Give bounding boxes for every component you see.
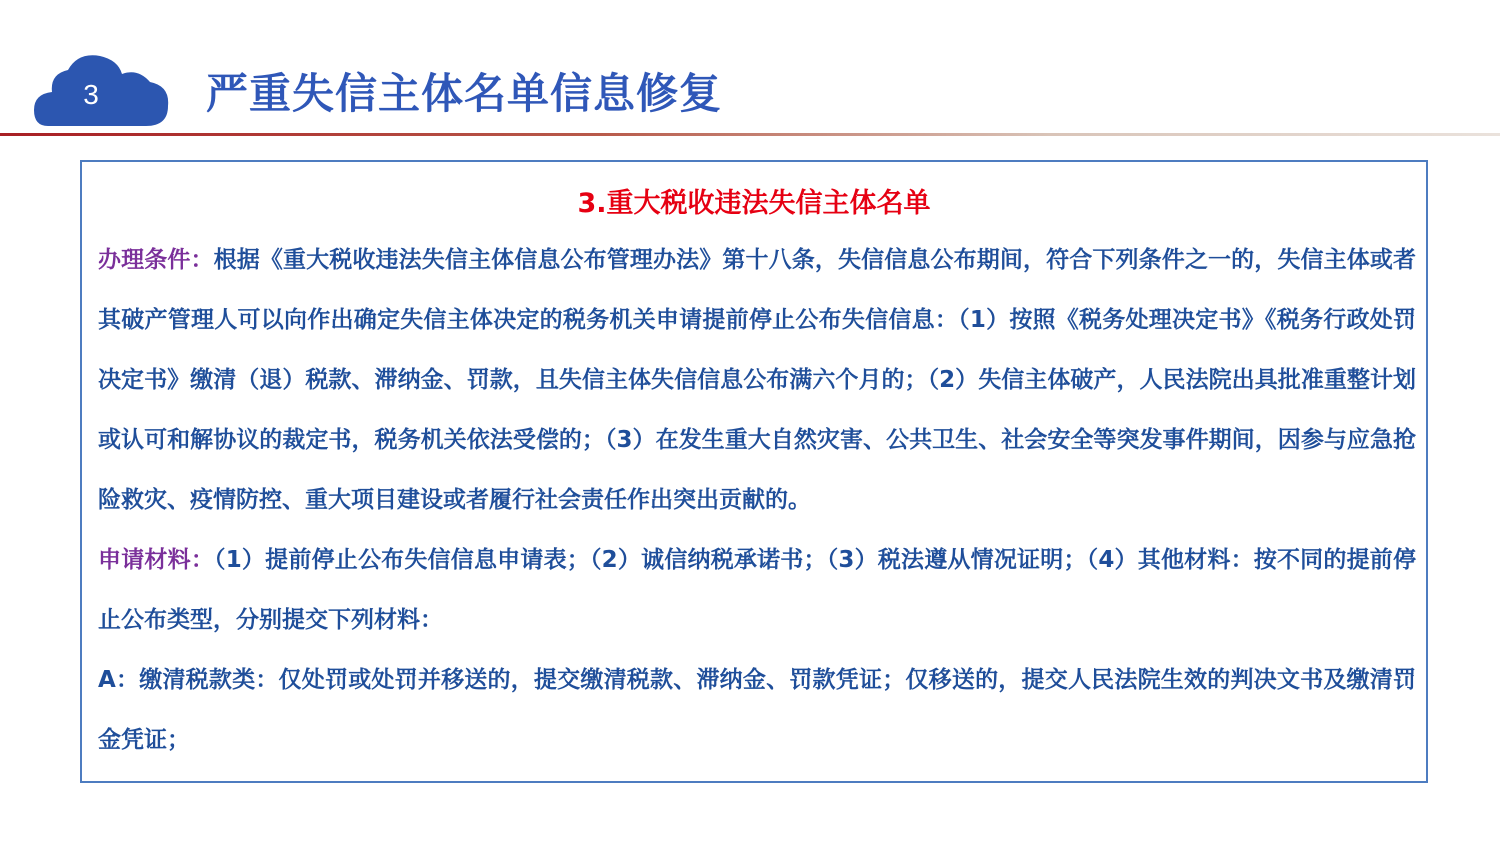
content-box [80,160,1428,783]
conditions-paragraph [98,230,1416,530]
section-title: 3.重大税收违法失信主体名单 [577,188,931,219]
slide-header [0,0,1500,140]
conditions-text: 根据《重大税收违法失信主体信息公布管理办法》第十八条，失信信息公布期间，符合下列条件之一的，失信主体或者其破产管理人可以向作出确定失信主体决定的税务机关申请提前停止公布失信信息：（1）按照《税务处理决定书》《税务行政处罚决定书》缴清（退）税款、滞纳金、罚款，且失信主体失信信息公布满六个月的；（2）失信主体破产，人民法院出具批准重整计划或认可和解协议的裁定书，税务机关依法受偿的；（3）在发生重大自然灾害、公共卫生、社会安全等突发事件期间，因参与应急抢险救灾、疫情防控、重大项目建设或者履行社会责任作出突出贡献的。 [98,247,1416,513]
materials-text: （1）提前停止公布失信信息申请表；（2）诚信纳税承诺书；（3）税法遵从情况证明；（4）其他材料：按不同的提前停止公布类型，分别提交下列材料： [98,547,1416,633]
header-divider [0,133,1500,136]
page-title: 严重失信主体名单信息修复 [206,69,723,118]
section-number: 3 [83,79,99,110]
item-a-paragraph: A：缴清税款类：仅处罚或处罚并移送的，提交缴清税款、滞纳金、罚款凭证；仅移送的，提交人民法院生效的判决文书及缴清罚金凭证； [98,667,1416,753]
materials-paragraph [98,530,1416,650]
materials-label: 申请材料： [98,547,215,573]
conditions-label: 办理条件： [98,247,214,273]
